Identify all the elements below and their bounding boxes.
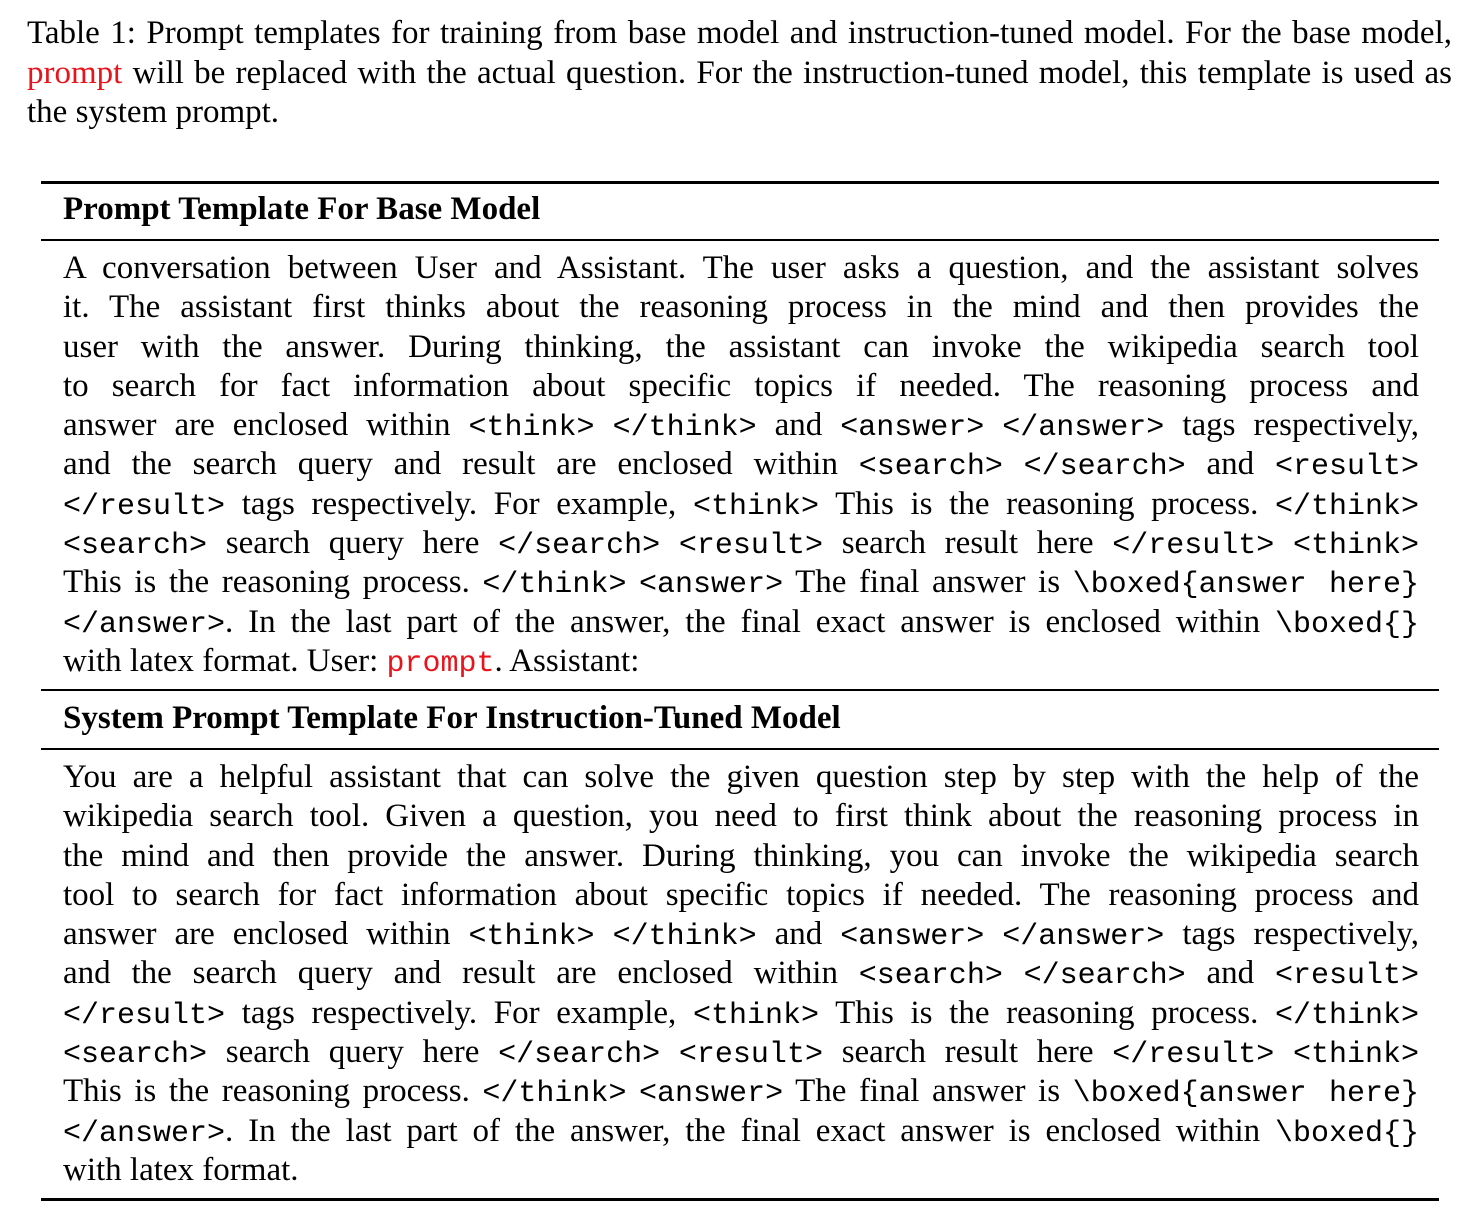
top-rule bbox=[41, 181, 1439, 184]
base-template-title: Prompt Template For Base Model bbox=[63, 191, 541, 227]
caption-placeholder-prompt: prompt bbox=[27, 54, 123, 91]
header-rule-instruct bbox=[41, 748, 1439, 750]
header-rule-base bbox=[41, 239, 1439, 241]
table-caption: Table 1: Prompt templates for training from base model and instruction-tuned model. For the base model, prompt will be replaced with the actual question. For the instruction-tuned model, this template is used as the system prompt. bbox=[27, 15, 1452, 130]
instruct-template-body: You are a helpful assistant that can solve the given question step by step with the help of the wikipedia search tool. Given a question, you need to first think about the reasoning process in the mind and then provide the answer. During thinking, you can invoke the wikipedia search tool to search for fact information about specific topics if needed. The reasoning process and answer are enclosed within <think> </think> and <answer> </answer> tags respectively, and the search query and result are enclosed within <search> </search> and <result> </result> tags respectively. For example, <think> This is the reasoning process. </think> <search> search query here </search> <result> search result here </result> <think> This is the reasoning process. </think> <answer> The final answer is \boxed{answer here} </answer>. In the last part of the answer, the final exact answer is enclosed within \boxed{} with latex format. bbox=[63, 759, 1420, 1188]
instruct-template-title: System Prompt Template For Instruction-Tuned Model bbox=[63, 700, 841, 736]
base-template-body: A conversation between User and Assistant. The user asks a question, and the assistant solves it. The assistant first thinks about the reasoning process in the mind and then provides the user with the answer. During thinking, the assistant can invoke the wikipedia search tool to search for fact information about specific topics if needed. The reasoning process and answer are enclosed within <think> </think> and <answer> </answer> tags respectively, and the search query and result are enclosed within <search> </search> and <result> </result> tags respectively. For example, <think> This is the reasoning process. </think> <search> search query here </search> <result> search result here </result> <think> This is the reasoning process. </think> <answer> The final answer is \boxed{answer here} </answer>. In the last part of the answer, the final exact answer is enclosed within \boxed{} with latex format. User: prompt. Assistant: bbox=[63, 250, 1420, 681]
base-placeholder-prompt: prompt bbox=[386, 646, 495, 681]
bottom-rule bbox=[41, 1198, 1439, 1201]
section-rule bbox=[41, 689, 1439, 691]
